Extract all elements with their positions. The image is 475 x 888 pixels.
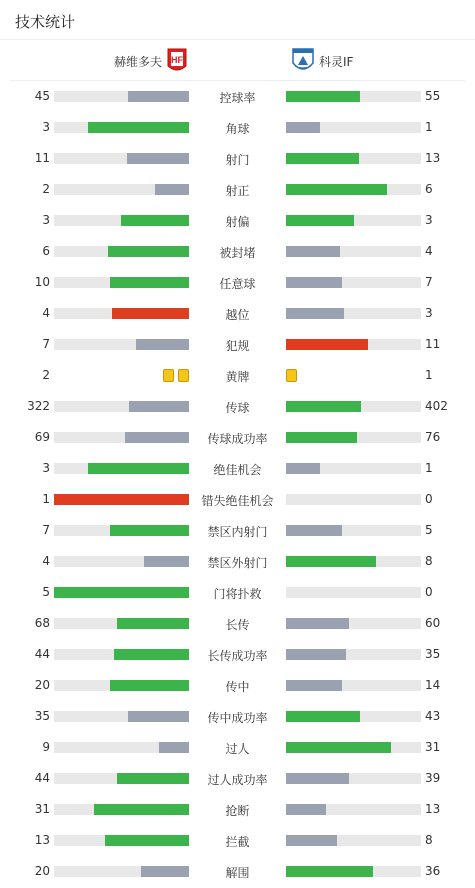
home-stat-bar	[110, 277, 189, 288]
home-stat-bar	[88, 463, 189, 474]
home-stat-value: 11	[34, 151, 50, 165]
away-stat-value: 13	[425, 802, 441, 816]
home-stat-value: 4	[42, 306, 50, 320]
home-stat-value: 2	[42, 182, 50, 196]
home-stat-bar-track	[54, 525, 189, 536]
away-stat-bar-track	[286, 649, 421, 660]
stat-row	[0, 701, 475, 732]
home-stat-value: 13	[34, 833, 50, 847]
stat-label: 门将扑救	[213, 587, 262, 601]
away-stat-value: 3	[425, 213, 433, 227]
stat-label: 角球	[225, 122, 250, 136]
stat-row	[0, 763, 475, 794]
stat-label: 禁区内射门	[207, 525, 268, 539]
stat-row	[0, 546, 475, 577]
stat-label: 传中成功率	[207, 711, 268, 725]
away-stat-value: 402	[425, 399, 448, 413]
home-stat-value: 7	[42, 523, 50, 537]
away-stat-value: 8	[425, 554, 433, 568]
away-stat-bar	[286, 618, 349, 629]
home-stat-value: 10	[34, 275, 50, 289]
home-stat-bar	[144, 556, 189, 567]
home-stat-bar-track	[54, 308, 189, 319]
home-stat-bar-track	[54, 618, 189, 629]
home-stat-bar	[110, 525, 189, 536]
away-stat-bar-track	[286, 215, 421, 226]
home-stat-bar	[128, 711, 189, 722]
away-team-name[interactable]: 科灵IF	[319, 55, 354, 69]
away-stat-bar-track	[286, 680, 421, 691]
header	[0, 0, 475, 40]
stat-row	[0, 422, 475, 453]
stat-row	[0, 670, 475, 701]
away-stat-bar	[286, 184, 387, 195]
home-stat-value: 7	[42, 337, 50, 351]
stat-row	[0, 81, 475, 112]
away-stat-value: 4	[425, 244, 433, 258]
home-stat-value: 3	[42, 120, 50, 134]
home-team-logo-icon[interactable]	[167, 48, 187, 74]
stat-label: 传中	[225, 680, 250, 694]
home-stat-bar-track	[54, 835, 189, 846]
away-stat-bar	[286, 525, 342, 536]
home-stat-bar-track	[54, 339, 189, 350]
away-stat-value: 60	[425, 616, 441, 630]
away-stat-bar	[286, 866, 373, 877]
stat-row	[0, 453, 475, 484]
home-stat-bar	[105, 835, 189, 846]
stat-row	[0, 484, 475, 515]
home-stat-bar	[108, 246, 189, 257]
away-stat-bar-track	[286, 494, 421, 505]
home-stat-bar-track	[54, 432, 189, 443]
home-stat-bar	[110, 680, 189, 691]
home-stat-value: 69	[34, 430, 50, 444]
stat-label: 传球	[225, 401, 250, 415]
away-stat-value: 7	[425, 275, 433, 289]
away-stat-bar-track	[286, 432, 421, 443]
away-stat-value: 3	[425, 306, 433, 320]
home-stat-value: 68	[34, 616, 50, 630]
away-stat-bar-track	[286, 122, 421, 133]
away-stat-value: 39	[425, 771, 441, 785]
away-stat-bar	[286, 339, 368, 350]
stat-row	[0, 360, 475, 391]
away-stat-value: 6	[425, 182, 433, 196]
home-stat-bar	[159, 742, 189, 753]
home-stat-bar	[94, 804, 189, 815]
away-stat-bar-track	[286, 401, 421, 412]
home-stat-value: 20	[34, 864, 50, 878]
stat-row	[0, 174, 475, 205]
home-stat-value: 35	[34, 709, 50, 723]
away-stat-bar	[286, 246, 340, 257]
stat-row	[0, 143, 475, 174]
home-stat-value: 6	[42, 244, 50, 258]
away-stat-value: 0	[425, 585, 433, 599]
away-stat-bar	[286, 401, 361, 412]
home-stat-bar-track	[54, 556, 189, 567]
stat-row	[0, 298, 475, 329]
home-stat-value: 20	[34, 678, 50, 692]
home-stat-bar-track	[54, 215, 189, 226]
stat-label: 错失绝佳机会	[201, 494, 274, 508]
away-stat-bar	[286, 463, 320, 474]
stat-row	[0, 639, 475, 670]
home-stat-value: 322	[27, 399, 50, 413]
home-stat-bar-track	[54, 866, 189, 877]
stat-row	[0, 515, 475, 546]
away-stat-value: 35	[425, 647, 441, 661]
stat-label: 拦截	[225, 835, 250, 849]
stat-label: 绝佳机会	[213, 463, 262, 477]
home-stat-bar	[136, 339, 189, 350]
home-stat-bar-track	[54, 246, 189, 257]
home-stat-bar-track	[54, 91, 189, 102]
home-stat-value: 5	[42, 585, 50, 599]
stat-label: 抢断	[225, 804, 250, 818]
stat-row	[0, 236, 475, 267]
home-stat-value: 3	[42, 461, 50, 475]
away-stat-value: 0	[425, 492, 433, 506]
away-stat-bar-track	[286, 277, 421, 288]
stat-label: 过人成功率	[207, 773, 268, 787]
away-stat-value: 43	[425, 709, 441, 723]
home-stat-bar-track	[54, 401, 189, 412]
away-stat-bar-track	[286, 463, 421, 474]
stat-label: 任意球	[219, 277, 256, 291]
home-stat-bar	[121, 215, 189, 226]
home-stat-bar-track	[54, 587, 189, 598]
home-stat-bar-track	[54, 804, 189, 815]
home-stat-bar-track	[54, 711, 189, 722]
stat-label: 射门	[225, 153, 250, 167]
home-stat-bar-track	[54, 153, 189, 164]
away-stat-bar	[286, 835, 337, 846]
away-stat-bar-track	[286, 184, 421, 195]
yellow-card-icon	[286, 369, 297, 382]
away-stat-value: 31	[425, 740, 441, 754]
away-stat-value: 13	[425, 151, 441, 165]
away-stat-bar-track	[286, 525, 421, 536]
home-stat-bar-track	[54, 680, 189, 691]
home-stat-bar	[88, 122, 189, 133]
away-stat-bar-track	[286, 804, 421, 815]
stat-row	[0, 825, 475, 856]
away-stat-value: 1	[425, 120, 433, 134]
away-stat-value: 55	[425, 89, 441, 103]
home-stat-bar-track	[54, 773, 189, 784]
yellow-card-icon	[163, 369, 174, 382]
away-stat-value: 36	[425, 864, 441, 878]
stat-label: 射偏	[225, 215, 250, 229]
away-stat-bar	[286, 277, 342, 288]
away-stat-bar-track	[286, 587, 421, 598]
away-stat-value: 1	[425, 368, 433, 382]
away-stat-bar	[286, 432, 357, 443]
away-stat-bar	[286, 680, 342, 691]
away-stat-bar	[286, 649, 346, 660]
home-stat-bar	[117, 618, 189, 629]
stat-row	[0, 732, 475, 763]
stat-label: 长传成功率	[207, 649, 268, 663]
home-stat-value: 2	[42, 368, 50, 382]
home-stat-bar	[54, 494, 189, 505]
home-stat-bar	[114, 649, 189, 660]
stat-label: 传球成功率	[207, 432, 268, 446]
stat-row	[0, 391, 475, 422]
stat-label: 犯规	[225, 339, 250, 353]
stat-row	[0, 205, 475, 236]
stat-row	[0, 267, 475, 298]
stat-row	[0, 329, 475, 360]
away-stat-bar-track	[286, 711, 421, 722]
away-stat-bar-track	[286, 835, 421, 846]
away-stat-bar-track	[286, 153, 421, 164]
svg-text:HF: HF	[171, 55, 183, 65]
away-stat-bar-track	[286, 556, 421, 567]
away-stat-bar	[286, 711, 360, 722]
away-stat-bar	[286, 153, 359, 164]
home-stat-value: 44	[34, 771, 50, 785]
team-header	[10, 41, 465, 81]
stat-label: 解围	[225, 866, 250, 880]
home-stat-bar-track	[54, 742, 189, 753]
away-stat-value: 5	[425, 523, 433, 537]
stat-label: 射正	[225, 184, 250, 198]
home-stat-bar-track	[54, 463, 189, 474]
away-stat-bar-track	[286, 308, 421, 319]
page-title: 技术统计	[15, 13, 76, 31]
home-stat-value: 31	[34, 802, 50, 816]
away-stat-bar-track	[286, 742, 421, 753]
away-stat-bar	[286, 215, 354, 226]
away-stat-value: 11	[425, 337, 441, 351]
home-stat-bar	[129, 401, 189, 412]
home-team-name[interactable]: 赫维多夫	[113, 55, 162, 69]
away-stat-bar-track	[286, 773, 421, 784]
home-stat-bar-track	[54, 277, 189, 288]
home-stat-bar-track	[54, 649, 189, 660]
home-stat-value: 4	[42, 554, 50, 568]
away-stat-bar	[286, 91, 360, 102]
home-stat-bar	[127, 153, 189, 164]
stat-label: 被封堵	[219, 246, 256, 260]
yellow-card-icon	[178, 369, 189, 382]
home-stat-bar	[141, 866, 189, 877]
away-stat-value: 1	[425, 461, 433, 475]
stat-row	[0, 112, 475, 143]
home-stat-bar	[128, 91, 189, 102]
stat-label: 黄牌	[225, 370, 250, 384]
stat-row	[0, 577, 475, 608]
away-team-logo-icon[interactable]	[291, 47, 315, 75]
away-stat-bar-track	[286, 866, 421, 877]
away-stat-value: 76	[425, 430, 441, 444]
away-stat-bar	[286, 773, 349, 784]
home-stat-value: 1	[42, 492, 50, 506]
away-stat-bar-track	[286, 246, 421, 257]
stat-label: 控球率	[219, 91, 256, 105]
stat-row	[0, 856, 475, 887]
away-stat-bar	[286, 122, 320, 133]
away-stat-bar	[286, 308, 344, 319]
stats-list	[0, 81, 475, 887]
away-stat-bar	[286, 742, 391, 753]
home-stat-bar	[125, 432, 189, 443]
stat-row	[0, 608, 475, 639]
home-stat-bar	[155, 184, 189, 195]
away-stat-bar	[286, 804, 326, 815]
stat-label: 长传	[225, 618, 250, 632]
away-stat-bar-track	[286, 91, 421, 102]
home-stat-value: 44	[34, 647, 50, 661]
home-stat-bar-track	[54, 494, 189, 505]
home-stat-bar-track	[54, 122, 189, 133]
stat-label: 过人	[225, 742, 250, 756]
home-stat-value: 3	[42, 213, 50, 227]
stat-label: 越位	[225, 308, 250, 322]
home-stat-bar	[112, 308, 189, 319]
home-stat-bar	[54, 587, 189, 598]
away-stat-bar-track	[286, 618, 421, 629]
home-stat-value: 45	[34, 89, 50, 103]
home-stat-bar	[117, 773, 189, 784]
away-stat-value: 14	[425, 678, 441, 692]
away-stat-bar	[286, 556, 376, 567]
away-stat-bar-track	[286, 339, 421, 350]
home-stat-value: 9	[42, 740, 50, 754]
away-stat-value: 8	[425, 833, 433, 847]
stat-row	[0, 794, 475, 825]
stat-label: 禁区外射门	[207, 556, 268, 570]
home-stat-bar-track	[54, 184, 189, 195]
